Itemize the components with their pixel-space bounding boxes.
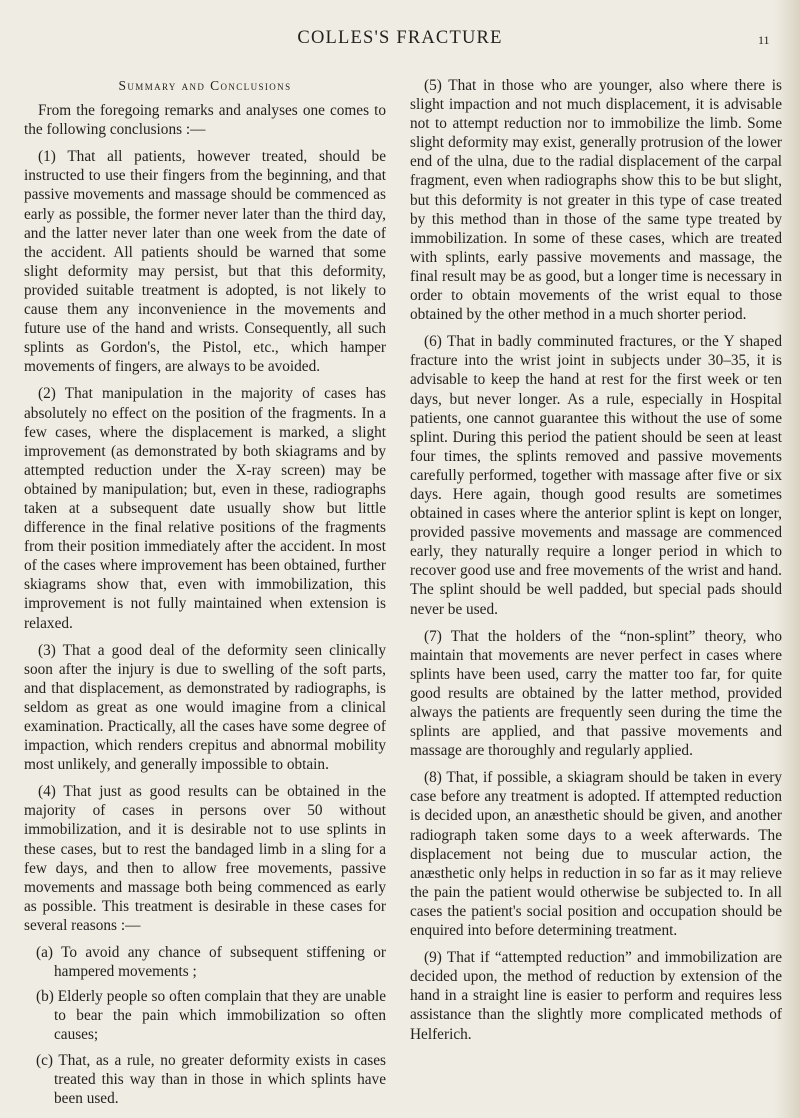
right-column bbox=[410, 76, 782, 1052]
reason-a: (a) To avoid any chance of subsequent stiffening or hampered movements ; bbox=[36, 944, 386, 981]
reason-b: (b) Elderly people so often complain that they are unable to bear the pain which immobilization so often causes; bbox=[36, 988, 386, 1044]
conclusion-6: (6) That in badly comminuted fractures, or the Y shaped fracture into the wrist joint in subjects under 30–35, it is advisable to keep the hand at rest for the first week or ten days, but never longer. As a rule, especially in Hospital patients, one cannot guarantee this without the use of some splint. During this period the patient should be seen at least four times, the splints removed and passive movements carefully performed, together with massage after five or six days. Here again, though good results are sometimes obtained in cases where the anterior splint is kept on longer, provided passive movements and massage are commenced early, they naturally require a longer period in which to recover good use and free movements of the wrist and hand. The splint should be well padded, but special pads should never be used. bbox=[410, 333, 782, 618]
conclusion-4: (4) That just as good results can be obtained in the majority of cases in persons over 50 without immobilization, and it is desirable not to use splints in these cases, but to rest the bandaged limb in a sling for a few days, and then to allow free movements, passive movements and massage both being commenced as early as possible. This treatment is desirable in these cases for several reasons :— bbox=[24, 783, 386, 934]
conclusion-3: (3) That a good deal of the deformity seen clinically soon after the injury is due to swelling of the soft parts, and that displacement, as demonstrated by radiographs, is seldom as great as one would imagine from a clinical examination. Practically, all the cases have some degree of impaction, which renders crepitus and abnormal mobility most unlikely, and generally impossible to obtain. bbox=[24, 641, 386, 774]
conclusion-9: (9) That if “attempted reduction” and immobilization are decided upon, the method of reduction by extension of the hand in a straight line is easier to perform and requires less assistance than the slightly more complicated methods of Helferich. bbox=[410, 949, 782, 1043]
conclusion-5: (5) That in those who are younger, also where there is slight impaction and not much displacement, it is advisable not to attempt reduction nor to immobilize the limb. Some slight deformity may exist, generally protrusion of the lower end of the ulna, due to the radial displacement of the carpal fragment, even when radiographs show this to be but slight, but this deformity is not greater in this type of case treated by this method than in those of the same type treated by immobilization. In some of these cases, which are treated with splints, early passive movements and massage, the final result may be as good, but a longer time is necessary in order to obtain movements of the wrist equal to those obtained by the other method in a much shorter period. bbox=[410, 77, 782, 324]
conclusion-8: (8) That, if possible, a skiagram should be taken in every case before any treatment is adopted. If attempted reduction is decided upon, an anæsthetic should be given, and another radiograph taken some days to a week afterwards. The displacement not being due to muscular action, the anæsthetic only helps in reduction in so far as it may relieve the pain the patient would otherwise be subjected to. In all cases the patient's social position and occupation should be enquired into before determining treatment. bbox=[410, 769, 782, 940]
conclusion-2: (2) That manipulation in the majority of cases has absolutely no effect on the position of the fragments. In a few cases, where the displacement is marked, a slight improvement (as demonstrated by both skiagrams and by attempted reduction under the X-ray screen) may be obtained by manipulation; but, even in these, radiographs taken at a subsequent date usually show but little difference in the final relative positions of the fragments from their position immediately after the accident. In most of the cases where improvement has been obtained, further skiagrams show that, even with immobilization, this improvement is not fully maintained when extension is relaxed. bbox=[24, 385, 386, 632]
running-head: COLLES'S FRACTURE bbox=[297, 28, 503, 48]
left-column bbox=[24, 76, 386, 1114]
intro-paragraph: From the foregoing remarks and analyses one comes to the following conclusions :— bbox=[24, 102, 386, 139]
conclusion-1: (1) That all patients, however treated, should be instructed to use their fingers from the beginning, and that passive movements and massage should be commenced as early as possible, the former never later than the third day, and the latter never later than one week from the date of the accident. All patients should be warned that some slight deformity may persist, but that this deformity, provided suitable treatment is adopted, is not likely to cause them any inconvenience in the movements and future use of the hand and wrists. Consequently, all such splints as Gordon's, the Pistol, etc., which hamper movements of fingers, are always to be avoided. bbox=[24, 148, 386, 376]
conclusion-7: (7) That the holders of the “non-splint” theory, who maintain that movements are never perfect in cases where splints have been used, carry the matter too far, for quite good results are obtained by the latter method, provided always the patients are frequently seen during the time the splints are applied, and that passive movements and massage are thoroughly and regularly applied. bbox=[410, 627, 782, 760]
page-number: 11 bbox=[758, 33, 770, 47]
section-heading: Summary and Conclusions bbox=[118, 78, 292, 93]
reason-c: (c) That, as a rule, no greater deformity exists in cases treated this way than in those in which splints have been used. bbox=[36, 1051, 386, 1107]
